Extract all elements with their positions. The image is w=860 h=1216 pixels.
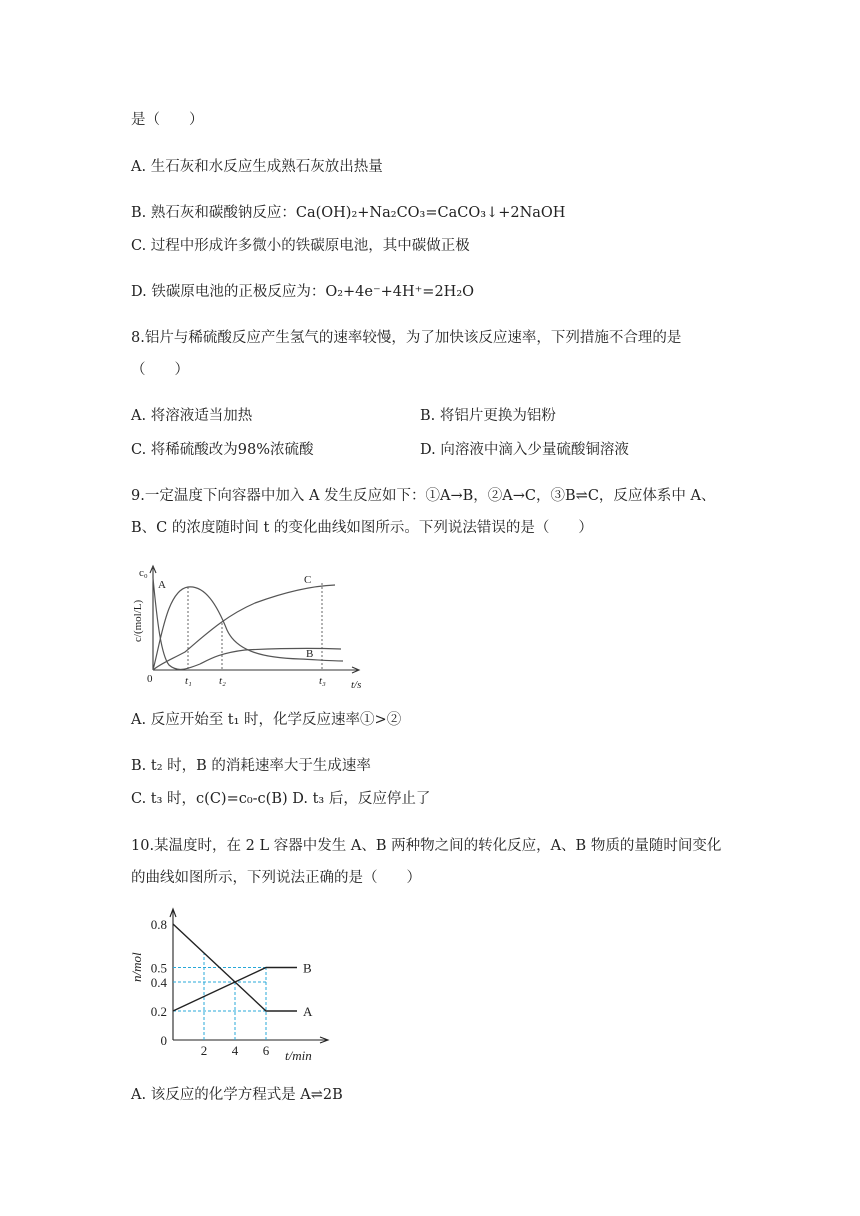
q9-label-t1: t₁	[185, 675, 192, 687]
q10-x-tick-label: 2	[200, 1043, 208, 1058]
q9-label-c0: c₀	[139, 567, 148, 579]
q9-concentration-figure	[125, 560, 370, 695]
q7-option-b: B. 熟石灰和碳酸钠反应：Ca(OH)₂+Na₂CO₃=CaCO₃↓+2NaOH	[131, 205, 566, 221]
q9-label-curve-c: C	[304, 574, 312, 586]
q10-stem-line1: 10.某温度时，在 2 L 容器中发生 A、B 两种物之间的转化反应，A、B 物质的量随时间变化	[131, 838, 722, 854]
q10-stem-line2: 的曲线如图所示，下列说法正确的是（ ）	[131, 870, 421, 886]
q8-option-b: B. 将铝片更换为铝粉	[420, 408, 556, 424]
q9-label-curve-b: B	[306, 648, 314, 660]
q10-x-axis-label: t/min	[285, 1048, 312, 1063]
q9-label-origin: 0	[147, 673, 153, 685]
q10-option-a: A. 该反应的化学方程式是 A⇌2B	[131, 1087, 343, 1103]
q10-y-tick-label: 0	[160, 1033, 167, 1048]
q9-option-cd: C. t₃ 时，c(C)=c₀-c(B) D. t₃ 后，反应停止了	[131, 791, 431, 807]
q8-stem-line2: （ ）	[131, 362, 189, 378]
q10-x-tick-label: 4	[231, 1043, 239, 1058]
q10-y-tick-label: 0.8	[150, 917, 167, 932]
q7-option-d: D. 铁碳原电池的正极反应为：O₂+4e⁻+4H⁺=2H₂O	[131, 284, 475, 300]
q7-option-a: A. 生石灰和水反应生成熟石灰放出热量	[131, 159, 383, 175]
q10-y-tick-label: 0.2	[150, 1004, 167, 1019]
q10-series-a-label: A	[303, 1004, 313, 1019]
q9-label-t2: t₂	[219, 675, 226, 687]
q9-label-t3: t₃	[319, 675, 326, 687]
q9-option-b: B. t₂ 时，B 的消耗速率大于生成速率	[131, 758, 371, 774]
q9-label-x-axis: t/s	[351, 679, 362, 691]
q9-curve-b	[153, 587, 343, 670]
q10-series-b-label: B	[303, 960, 312, 976]
q9-stem-line2: B、C 的浓度随时间 t 的变化曲线如图所示。下列说法错误的是（ ）	[131, 520, 593, 536]
q9-label-curve-a: A	[158, 579, 166, 591]
q9-stem-line1: 9.一定温度下向容器中加入 A 发生反应如下：①A→B，②A→C，③B⇌C，反应体系中 A、	[131, 488, 716, 504]
q7-option-c: C. 过程中形成许多微小的铁碳原电池，其中碳做正极	[131, 238, 470, 254]
q8-option-c: C. 将稀硫酸改为98%浓硫酸	[131, 442, 314, 458]
q10-y-tick-label: 0.4	[150, 975, 167, 990]
q10-y-tick-label: 0.5	[150, 960, 167, 976]
q8-stem-line1: 8.铝片与稀硫酸反应产生氢气的速率较慢，为了加快该反应速率，下列措施不合理的是	[131, 330, 682, 346]
q10-x-tick-label: 6	[262, 1043, 270, 1058]
q7-stem-tail: 是（ ）	[131, 112, 204, 128]
q9-option-a: A. 反应开始至 t₁ 时，化学反应速率①>②	[131, 712, 402, 728]
q9-label-y-axis: c/(mol/L)	[132, 599, 144, 642]
q10-y-axis-label: n/mol	[129, 952, 144, 982]
q10-chart	[127, 904, 342, 1064]
q8-option-d: D. 向溶液中滴入少量硫酸铜溶液	[420, 442, 629, 458]
q8-option-a: A. 将溶液适当加热	[131, 408, 253, 424]
